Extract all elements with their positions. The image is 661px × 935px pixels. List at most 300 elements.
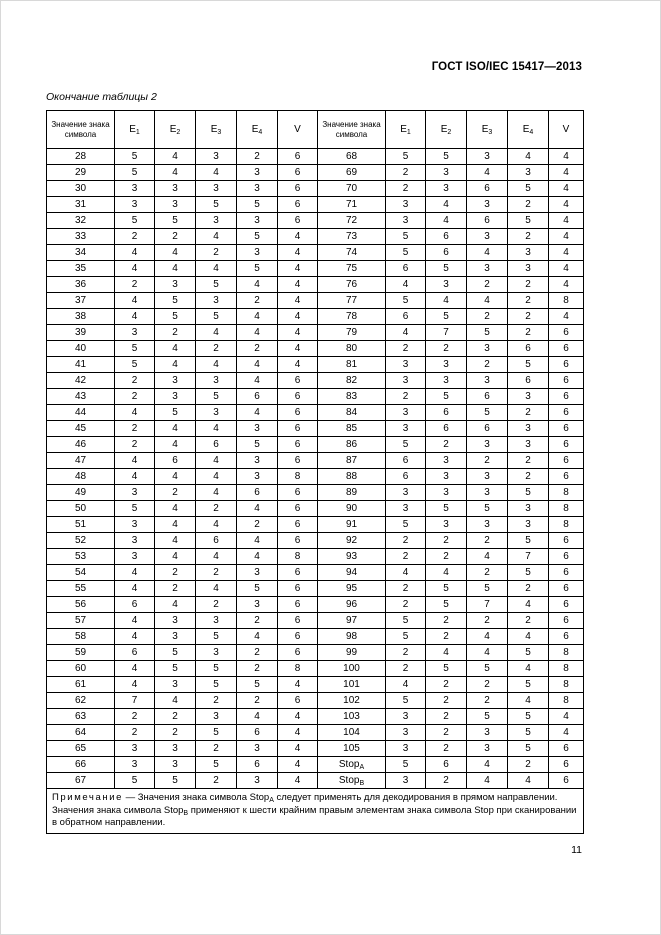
table-row [47,165,584,181]
table-cell: 2 [467,613,508,629]
table-cell: 6 [549,549,584,565]
table-cell: 6 [549,405,584,421]
table-cell: 3 [237,453,278,469]
data-table [46,110,584,834]
table-cell: 6 [549,373,584,389]
table-cell: 6 [549,597,584,613]
table-cell: 4 [549,277,584,293]
table-cell: 3 [115,533,155,549]
table-cell: 4 [426,645,467,661]
table-cell: 5 [467,325,508,341]
table-cell: 6 [115,645,155,661]
table-cell: 2 [426,725,467,741]
table-cell: 4 [155,693,196,709]
table-row [47,773,584,789]
table-cell: 4 [115,581,155,597]
table-cell: 4 [155,501,196,517]
cell-symbol-value: 89 [318,485,386,501]
table-cell: 4 [549,149,584,165]
table-cell: 3 [467,485,508,501]
table-row [47,709,584,725]
table-cell: 8 [549,501,584,517]
table-cell: 6 [278,565,318,581]
table-cell: 6 [237,485,278,501]
table-cell: 4 [278,229,318,245]
table-cell: 6 [508,373,549,389]
table-cell: 4 [237,405,278,421]
table-cell: 3 [426,277,467,293]
cell-symbol-value: 78 [318,309,386,325]
table-cell: 3 [426,453,467,469]
table-cell: 4 [155,261,196,277]
table-cell: 3 [196,181,237,197]
table-cell: 2 [115,437,155,453]
table-row [47,549,584,565]
table-cell: 2 [196,341,237,357]
table-cell: 4 [549,165,584,181]
table-cell: 4 [508,693,549,709]
cell-symbol-value: 44 [47,405,115,421]
table-cell: 2 [426,741,467,757]
table-cell: 3 [467,197,508,213]
table-cell: 3 [196,149,237,165]
table-cell: 2 [237,517,278,533]
table-cell: 6 [196,437,237,453]
table-cell: 3 [508,389,549,405]
table-cell: 3 [115,517,155,533]
table-cell: 6 [549,453,584,469]
table-cell: 2 [196,693,237,709]
table-cell: 3 [237,181,278,197]
cell-symbol-value: 81 [318,357,386,373]
cell-symbol-value: 61 [47,677,115,693]
table-cell: 8 [549,517,584,533]
table-cell: 3 [237,565,278,581]
table-cell: 3 [467,469,508,485]
cell-symbol-value: 60 [47,661,115,677]
table-row [47,197,584,213]
table-row [47,229,584,245]
table-cell: 4 [196,421,237,437]
table-cell: 4 [115,469,155,485]
table-cell: 5 [508,485,549,501]
table-cell: 2 [467,533,508,549]
table-cell: 3 [426,469,467,485]
cell-symbol-value: 86 [318,437,386,453]
table-cell: 3 [237,773,278,789]
table-cell: 5 [386,293,426,309]
table-cell: 5 [508,709,549,725]
table-cell: 5 [426,261,467,277]
table-cell: 2 [155,325,196,341]
table-cell: 4 [467,629,508,645]
table-cell: 5 [508,181,549,197]
table-cell: 5 [196,277,237,293]
table-cell: 3 [508,245,549,261]
table-cell: 5 [155,405,196,421]
table-cell: 3 [386,741,426,757]
table-cell: 4 [278,309,318,325]
table-cell: 2 [508,581,549,597]
table-cell: 6 [278,197,318,213]
table-cell: 2 [467,309,508,325]
header-e3: $E_3$ [196,111,237,149]
table-cell: 3 [386,421,426,437]
table-cell: 3 [237,597,278,613]
note-row [47,789,584,834]
table-cell: 4 [196,549,237,565]
cell-symbol-value: 49 [47,485,115,501]
cell-symbol-value: 69 [318,165,386,181]
table-cell: 4 [115,405,155,421]
table-cell: 4 [467,549,508,565]
table-cell: 4 [426,213,467,229]
table-cell: 5 [386,517,426,533]
table-cell: 5 [508,741,549,757]
table-cell: 5 [426,309,467,325]
table-cell: 2 [237,661,278,677]
table-cell: 5 [386,149,426,165]
table-cell: 6 [237,725,278,741]
table-cell: 2 [115,709,155,725]
table-cell: 6 [278,421,318,437]
table-cell: 2 [196,773,237,789]
table-cell: 4 [237,373,278,389]
table-cell: 6 [549,357,584,373]
table-cell: 4 [155,597,196,613]
table-cell: 5 [155,293,196,309]
table-cell: 2 [467,277,508,293]
table-cell: 8 [549,677,584,693]
table-row [47,725,584,741]
cell-symbol-value: 31 [47,197,115,213]
table-cell: 5 [426,581,467,597]
table-cell: 3 [196,645,237,661]
table-cell: 3 [155,741,196,757]
table-cell: 4 [237,325,278,341]
table-cell: 4 [115,565,155,581]
table-cell: 3 [155,197,196,213]
table-cell: 5 [115,149,155,165]
table-cell: 4 [508,773,549,789]
table-cell: 6 [508,341,549,357]
table-cell: 2 [115,725,155,741]
table-cell: 2 [426,709,467,725]
table-cell: 7 [115,693,155,709]
table-row [47,453,584,469]
table-cell: 3 [467,725,508,741]
table-cell: 2 [386,533,426,549]
table-cell: 6 [426,421,467,437]
table-cell: 2 [386,661,426,677]
table-cell: 5 [237,437,278,453]
table-cell: 3 [115,181,155,197]
table-cell: 4 [467,165,508,181]
table-cell: 6 [278,437,318,453]
table-cell: 4 [237,501,278,517]
table-cell: 4 [196,485,237,501]
table-cell: 3 [386,725,426,741]
table-cell: 3 [115,549,155,565]
table-cell: 5 [196,677,237,693]
table-cell: 6 [115,597,155,613]
table-cell: 4 [115,309,155,325]
table-cell: 5 [196,725,237,741]
table-cell: 5 [237,229,278,245]
table-cell: 4 [196,357,237,373]
table-cell: 2 [155,565,196,581]
table-cell: 5 [386,757,426,773]
header-e1: $E_1$ [386,111,426,149]
header-e4: $E_4$ [508,111,549,149]
cell-symbol-value: Stop$_B$ [318,773,386,789]
cell-symbol-value: 43 [47,389,115,405]
cell-symbol-value: 104 [318,725,386,741]
table-cell: 7 [426,325,467,341]
cell-symbol-value: 75 [318,261,386,277]
table-cell: 5 [386,245,426,261]
table-row [47,565,584,581]
table-cell: 3 [508,437,549,453]
table-cell: 6 [549,565,584,581]
table-cell: 4 [278,741,318,757]
table-row [47,293,584,309]
table-cell: 4 [115,453,155,469]
table-cell: 6 [278,613,318,629]
cell-symbol-value: 71 [318,197,386,213]
table-cell: 6 [278,373,318,389]
table-cell: 4 [426,293,467,309]
table-cell: 5 [508,725,549,741]
table-cell: 2 [386,341,426,357]
table-cell: 4 [467,773,508,789]
table-cell: 5 [508,533,549,549]
table-cell: 3 [508,517,549,533]
table-cell: 5 [196,757,237,773]
table-row [47,149,584,165]
table-row [47,261,584,277]
table-row [47,613,584,629]
table-cell: 4 [237,549,278,565]
table-cell: 3 [196,373,237,389]
table-cell: 4 [155,165,196,181]
table-cell: 6 [549,341,584,357]
table-cell: 2 [386,165,426,181]
table-cell: 5 [237,197,278,213]
table-cell: 6 [549,773,584,789]
table-cell: 4 [196,261,237,277]
table-cell: 6 [278,693,318,709]
cell-symbol-value: 30 [47,181,115,197]
cell-symbol-value: 40 [47,341,115,357]
table-cell: 3 [467,229,508,245]
table-cell: 3 [426,165,467,181]
table-cell: 2 [386,549,426,565]
table-cell: 3 [426,517,467,533]
table-cell: 4 [155,357,196,373]
table-cell: 3 [237,741,278,757]
table-cell: 2 [155,581,196,597]
table-cell: 2 [426,677,467,693]
table-cell: 4 [549,309,584,325]
table-row [47,421,584,437]
table-cell: 4 [278,325,318,341]
table-cell: 3 [155,277,196,293]
table-row [47,357,584,373]
cell-symbol-value: 80 [318,341,386,357]
table-cell: 4 [237,309,278,325]
table-cell: 3 [386,773,426,789]
table-cell: 5 [467,661,508,677]
table-cell: 4 [155,341,196,357]
table-cell: 4 [278,245,318,261]
header-value-desc: Значение знака символа [47,111,115,149]
cell-symbol-value: 28 [47,149,115,165]
table-cell: 3 [237,421,278,437]
header-e4: $E_4$ [237,111,278,149]
cell-symbol-value: 56 [47,597,115,613]
table-cell: 3 [508,421,549,437]
table-row [47,581,584,597]
table-cell: 2 [196,245,237,261]
table-cell: 3 [196,405,237,421]
table-cell: 5 [508,645,549,661]
table-cell: 5 [508,677,549,693]
table-cell: 8 [278,549,318,565]
cell-symbol-value: 51 [47,517,115,533]
table-row [47,277,584,293]
table-cell: 2 [467,357,508,373]
table-cell: 6 [278,629,318,645]
standard-header: ГОСТ ISO/IEC 15417—2013 [431,61,582,73]
cell-symbol-value: 85 [318,421,386,437]
table-cell: 6 [278,485,318,501]
table-cell: 2 [115,373,155,389]
cell-symbol-value: 50 [47,501,115,517]
table-cell: 6 [467,213,508,229]
table-cell: 6 [278,597,318,613]
cell-symbol-value: 64 [47,725,115,741]
header-e2: $E_2$ [155,111,196,149]
table-cell: 2 [386,389,426,405]
table-cell: 8 [549,693,584,709]
table-cell: 4 [508,661,549,677]
table-cell: 4 [467,645,508,661]
header-v: V [549,111,584,149]
cell-symbol-value: 62 [47,693,115,709]
table-cell: 6 [467,421,508,437]
table-cell: 5 [426,389,467,405]
table-cell: 5 [237,677,278,693]
table-cell: 3 [155,389,196,405]
table-cell: 5 [155,773,196,789]
table-cell: 4 [155,245,196,261]
table-cell: 2 [237,341,278,357]
table-row [47,437,584,453]
cell-symbol-value: 88 [318,469,386,485]
table-cell: 8 [549,661,584,677]
cell-symbol-value: 33 [47,229,115,245]
cell-symbol-value: 82 [318,373,386,389]
table-cell: 4 [386,565,426,581]
table-cell: 2 [467,693,508,709]
table-cell: 4 [278,293,318,309]
table-caption: Окончание таблицы 2 [46,91,157,103]
cell-symbol-value: 53 [47,549,115,565]
table-cell: 5 [196,309,237,325]
cell-symbol-value: 87 [318,453,386,469]
table-cell: 4 [278,341,318,357]
table-cell: 2 [196,501,237,517]
cell-symbol-value: 58 [47,629,115,645]
table-cell: 6 [386,453,426,469]
table-cell: 4 [426,197,467,213]
cell-symbol-value: 42 [47,373,115,389]
table-cell: 3 [237,165,278,181]
table-cell: 4 [196,453,237,469]
table-cell: 3 [115,757,155,773]
table-cell: 3 [155,677,196,693]
table-cell: 4 [237,709,278,725]
table-cell: 5 [115,341,155,357]
header-e2: $E_2$ [426,111,467,149]
page-number: 11 [571,844,582,856]
table-cell: 4 [155,437,196,453]
table-cell: 3 [115,197,155,213]
table-cell: 3 [386,709,426,725]
table-cell: 3 [196,293,237,309]
table-cell: 5 [155,213,196,229]
table-cell: 4 [549,197,584,213]
cell-symbol-value: 92 [318,533,386,549]
table-cell: 2 [467,453,508,469]
table-row [47,501,584,517]
cell-symbol-value: 37 [47,293,115,309]
cell-symbol-value: 96 [318,597,386,613]
table-cell: 4 [549,181,584,197]
cell-symbol-value: 54 [47,565,115,581]
table-cell: 5 [426,149,467,165]
table-cell: 5 [237,261,278,277]
table-cell: 6 [467,181,508,197]
table-cell: 2 [508,453,549,469]
cell-symbol-value: 101 [318,677,386,693]
cell-symbol-value: 36 [47,277,115,293]
table-cell: 5 [426,661,467,677]
cell-symbol-value: 100 [318,661,386,677]
table-cell: 6 [549,421,584,437]
table-row [47,309,584,325]
table-cell: 4 [508,597,549,613]
table-cell: 3 [467,741,508,757]
table-row [47,533,584,549]
table-cell: 2 [115,229,155,245]
cell-symbol-value: 103 [318,709,386,725]
table-cell: 2 [237,645,278,661]
table-cell: 3 [386,357,426,373]
table-cell: 3 [155,629,196,645]
cell-symbol-value: 55 [47,581,115,597]
table-cell: 5 [467,581,508,597]
table-cell: 5 [115,165,155,181]
table-cell: 4 [508,149,549,165]
cell-symbol-value: 79 [318,325,386,341]
table-cell: 4 [115,293,155,309]
table-cell: 8 [549,645,584,661]
table-row [47,213,584,229]
table-cell: 6 [278,181,318,197]
table-cell: 6 [278,149,318,165]
